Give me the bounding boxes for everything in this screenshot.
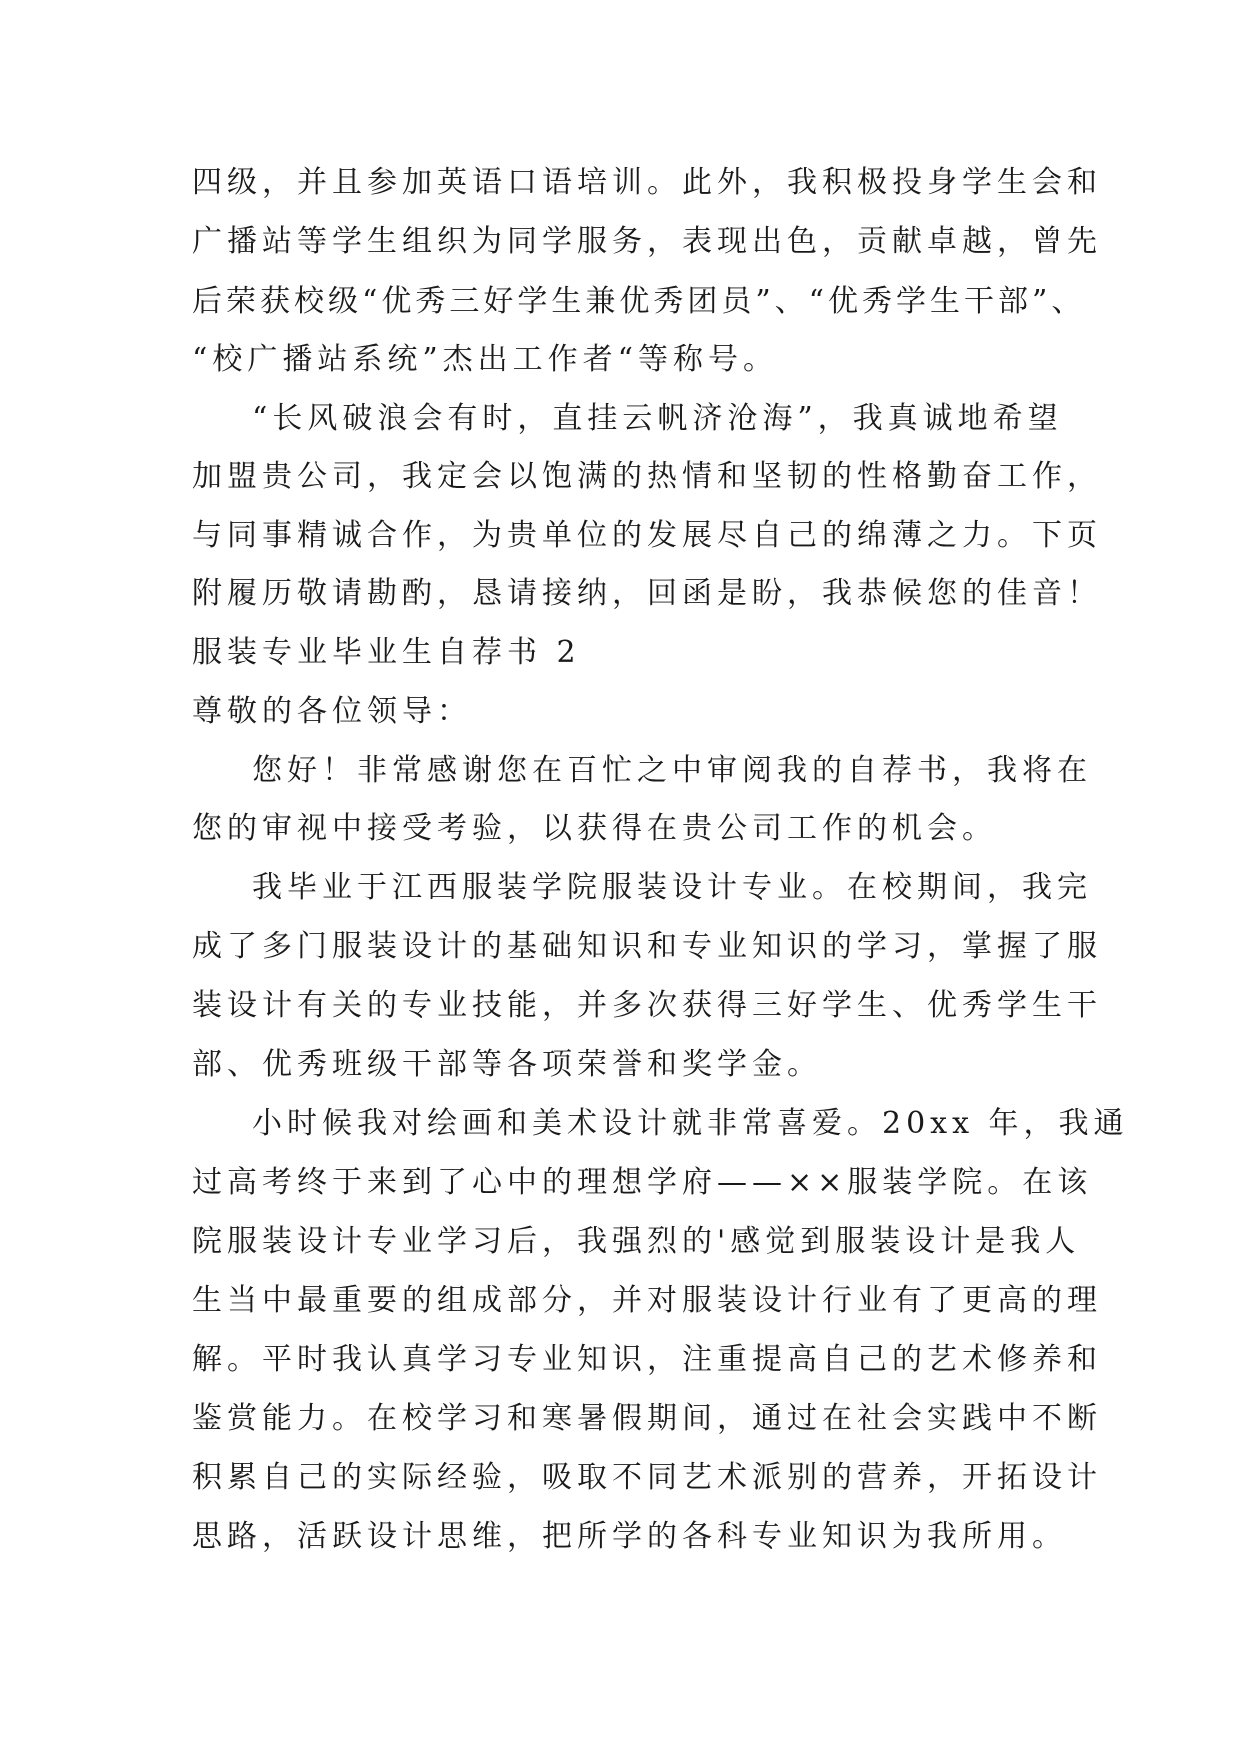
text-line: “校广播站系统”杰出工作者“等称号。 — [192, 342, 779, 377]
text-line: 您的审视中接受考验，以获得在贵公司工作的机会。 — [192, 811, 997, 846]
text-line: 生当中最重要的组成部分，并对服装设计行业有了更高的理 — [192, 1283, 1102, 1318]
text-line: 后荣获校级“优秀三好学生兼优秀团员”、“优秀学生干部”、 — [192, 284, 1086, 319]
text-line: 鉴赏能力。在校学习和寒暑假期间，通过在社会实践中不断 — [192, 1401, 1102, 1436]
text-line: 院服装设计专业学习后，我强烈的'感觉到服装设计是我人 — [192, 1224, 1081, 1259]
text-line: 过高考终于来到了心中的理想学府——××服装学院。在该 — [192, 1165, 1093, 1200]
text-line: 广播站等学生组织为同学服务，表现出色，贡献卓越，曾先 — [192, 224, 1102, 259]
text-line: 与同事精诚合作，为贵单位的发展尽自己的绵薄之力。下页 — [192, 518, 1102, 553]
text-line: 小时候我对绘画和美术设计就非常喜爱。20xx 年，我通 — [252, 1106, 1129, 1141]
text-line: 我毕业于江西服装学院服装设计专业。在校期间，我完 — [252, 870, 1092, 905]
text-line: 成了多门服装设计的基础知识和专业知识的学习，掌握了服 — [192, 929, 1102, 964]
salutation: 尊敬的各位领导： — [192, 694, 472, 729]
text-line: “长风破浪会有时，直挂云帆济沧海”，我真诚地希望 — [252, 401, 1063, 436]
text-line: 装设计有关的专业技能，并多次获得三好学生、优秀学生干 — [192, 988, 1102, 1023]
text-line: 积累自己的实际经验，吸取不同艺术派别的营养，开拓设计 — [192, 1460, 1102, 1495]
text-line: 四级，并且参加英语口语培训。此外，我积极投身学生会和 — [192, 165, 1102, 200]
text-line: 附履历敬请勘酌，恳请接纳，回函是盼，我恭候您的佳音！ — [192, 576, 1102, 611]
text-line: 您好！非常感谢您在百忙之中审阅我的自荐书，我将在 — [252, 753, 1092, 788]
text-line: 解。平时我认真学习专业知识，注重提高自己的艺术修养和 — [192, 1342, 1102, 1377]
text-line: 思路，活跃设计思维，把所学的各科专业知识为我所用。 — [192, 1519, 1067, 1554]
text-line: 部、优秀班级干部等各项荣誉和奖学金。 — [192, 1047, 822, 1082]
text-line: 加盟贵公司，我定会以饱满的热情和坚韧的性格勤奋工作， — [192, 459, 1102, 494]
section-title: 服装专业毕业生自荐书 2 — [192, 635, 581, 670]
